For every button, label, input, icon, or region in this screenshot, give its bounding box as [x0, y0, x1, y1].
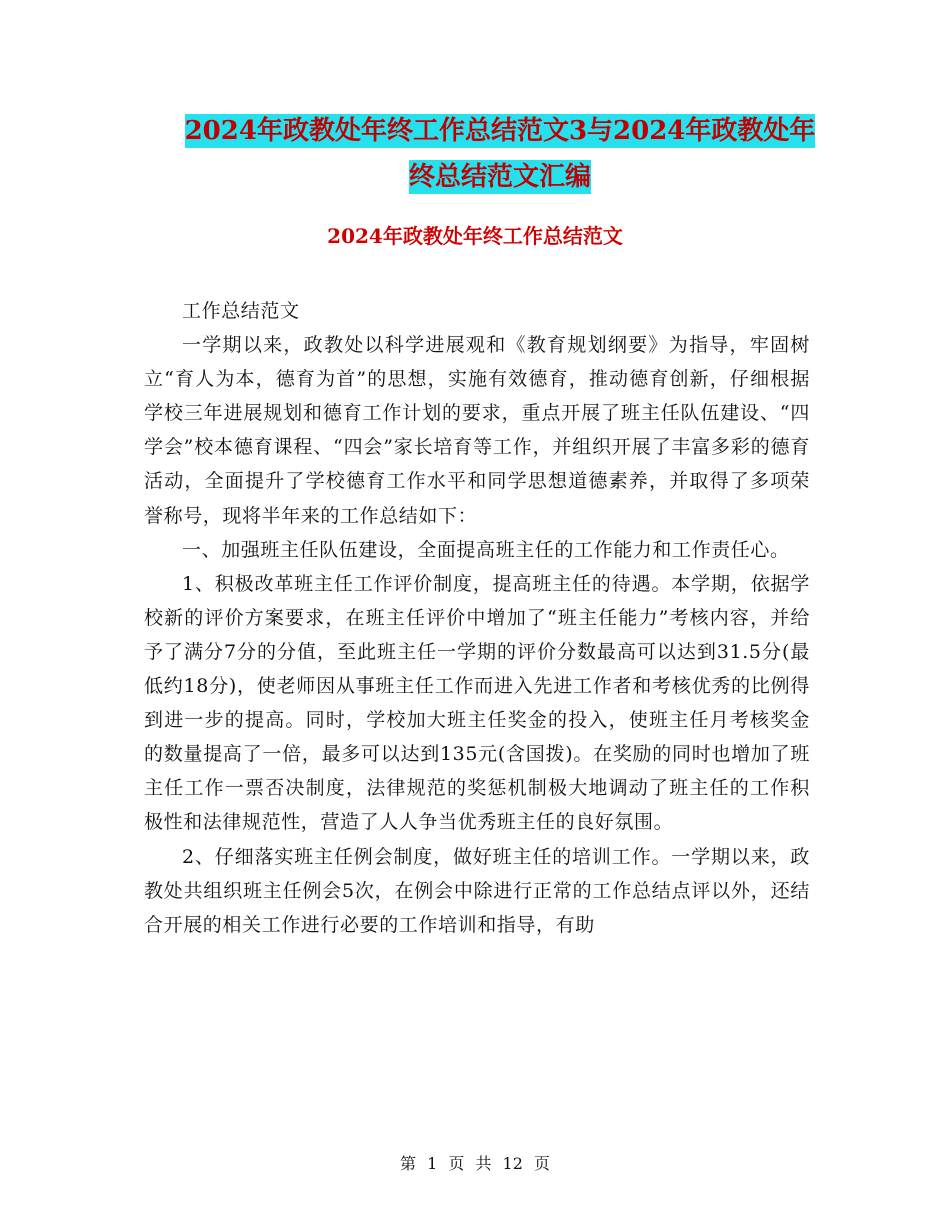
body-text — [144, 294, 810, 942]
paragraph-intro: 一学期以来，政教处以科学进展观和《教育规划纲要》为指导，牢固树立“育人为本，德育为首”的思想，实施有效德育，推动德育创新，仔细根据学校三年进展规划和德育工作计划的要求，重点开展了班主任队伍建设、“四学会”校本德育课程、“四会”家长培育等工作，并组织开展了丰富多彩的德育活动，全面提升了学校德育工作水平和同学思想道德素养，并取得了多项荣誉称号，现将半年来的工作总结如下： — [144, 334, 810, 527]
main-title — [120, 108, 880, 200]
main-title-line2: 终总结范文汇编 — [408, 162, 591, 192]
page-footer: 第 1 页 共 12 页 — [400, 1154, 550, 1173]
paragraph-heading: 工作总结范文 — [182, 300, 300, 322]
paragraph-item-one: 1、积极改革班主任工作评价制度，提高班主任的待遇。本学期，依据学校新的评价方案要求，在班主任评价中增加了“班主任能力”考核内容，并给予了满分7分的分值，至此班主任一学期的评价分数最高可以达到31.5分(最低约18分)，使老师因从事班主任工作而进入先进工作者和考核优秀的比例得到进一步的提高。同时，学校加大班主任奖金的投入，使班主任月考核奖金的数量提高了一倍，最多可以达到135元(含国拨)。在奖励的同时也增加了班主任工作一票否决制度，法律规范的奖惩机制极大地调动了班主任的工作积极性和法律规范性，营造了人人争当优秀班主任的良好氛围。 — [144, 572, 810, 834]
paragraph-section-one: 一、加强班主任队伍建设，全面提高班主任的工作能力和工作责任心。 — [182, 538, 790, 561]
section-title: 2024年政教处年终工作总结范文 — [327, 224, 623, 248]
main-title-line1: 2024年政教处年终工作总结范文3与2024年政教处年 — [184, 116, 816, 146]
paragraph-item-two: 2、仔细落实班主任例会制度，做好班主任的培训工作。一学期以来，政教处共组织班主任例会5次，在例会中除进行正常的工作总结点评以外，还结合开展的相关工作进行必要的工作培训和指导，有助 — [144, 845, 810, 936]
